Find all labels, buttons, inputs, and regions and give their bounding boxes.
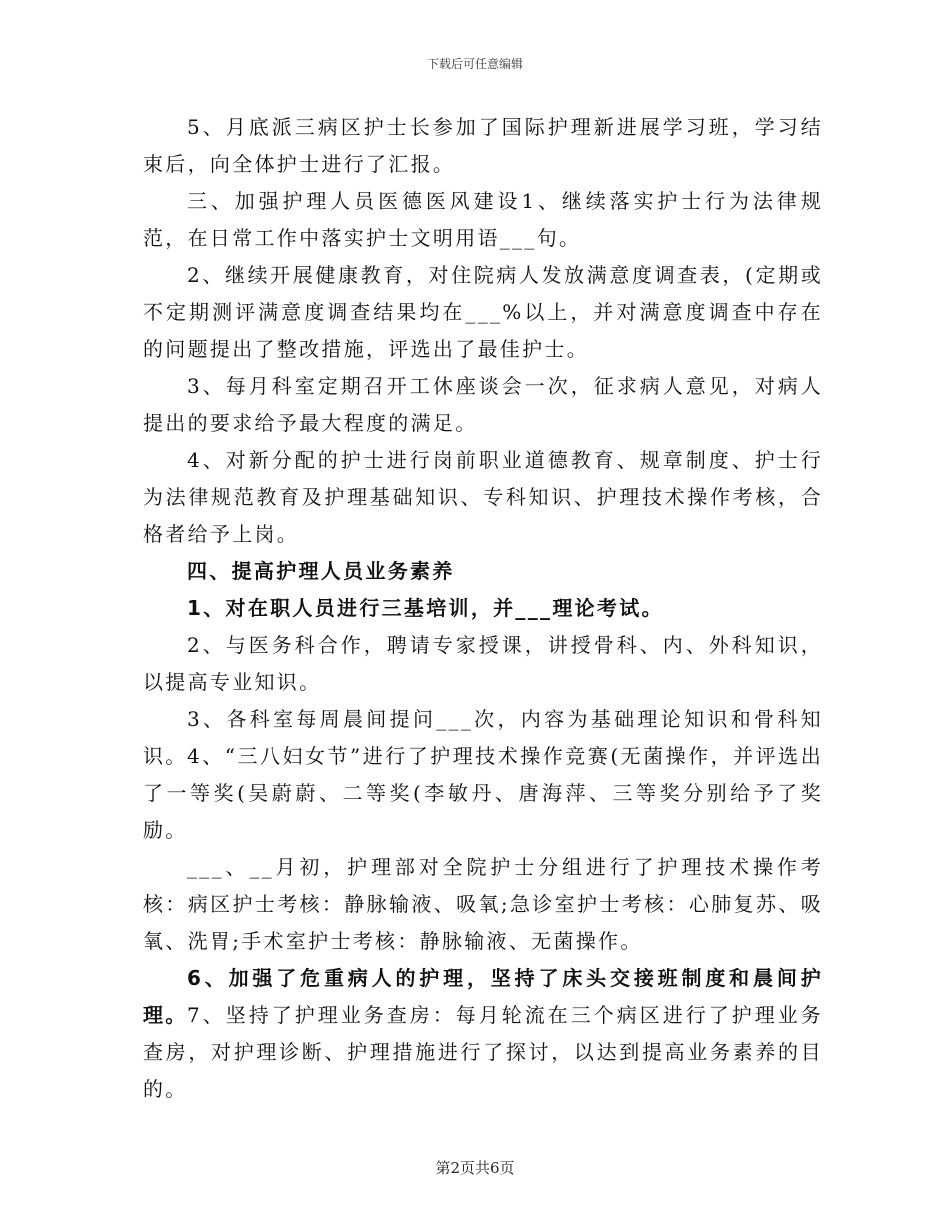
paragraph-morning-questions: 3、各科室每周晨间提问___次，内容为基础理论知识和骨科知识。 — [143, 707, 823, 768]
paragraph-monthly-meeting: 3、每月科室定期召开工休座谈会一次，征求病人意见，对病人提出的要求给予最大程度的满足。 — [143, 374, 823, 435]
page-header: 下载后可任意编辑 — [426, 57, 523, 71]
page-number-footer: 第2页共6页 — [435, 1159, 515, 1177]
paragraph-expert-lectures: 2、与医务科合作，聘请专家授课，讲授骨科、内、外科知识，以提高专业知识。 — [143, 633, 823, 694]
paragraph-section-3-ethics: 三、加强护理人员医德医风建设1、继续落实护士行为法律规范，在日常工作中落实护士文明用语___句。 — [143, 189, 823, 250]
paragraph-skills-assessment: ___、__月初，护理部对全院护士分组进行了护理技术操作考核：病区护士考核：静脉输液、吸氧;急诊室护士考核：心肺复苏、吸氧、洗胃;手术室护士考核：静脉输液、无菌操作。 — [143, 855, 823, 953]
paragraph-ward-rounds: 7、坚持了护理业务查房：每月轮流在三个病区进行了护理业务查房，对护理诊断、护理措施进行了探讨，以达到提高业务素养的目的。 — [143, 1003, 823, 1101]
section-heading-4: 四、提高护理人员业务素养 — [187, 559, 455, 583]
paragraph-critical-care: 6、加强了危重病人的护理，坚持了床头交接班制度和晨间护理。 — [143, 966, 823, 1027]
paragraph-new-nurse-training: 4、对新分配的护士进行岗前职业道德教育、规章制度、护士行为法律规范教育及护理基础知识、专科知识、护理技术操作考核，合格者给予上岗。 — [143, 448, 823, 546]
paragraph-health-education: 2、继续开展健康教育，对住院病人发放满意度调查表，(定期或不定期测评满意度调查结果均在___%以上，并对满意度调查中存在的问题提出了整改措施，评选出了最佳护士。 — [143, 263, 823, 361]
paragraph-skills-competition: 4、“三八妇女节”进行了护理技术操作竞赛(无菌操作，并评选出了一等奖(吴蔚蔚、二等奖(李敏丹、唐海萍、三等奖分别给予了奖励。 — [143, 744, 823, 842]
paragraph-basic-training: 1、对在职人员进行三基培训，并___理论考试。 — [187, 596, 664, 620]
paragraph-5-study-class: 5、月底派三病区护士长参加了国际护理新进展学习班，学习结束后，向全体护士进行了汇报。 — [143, 115, 823, 176]
